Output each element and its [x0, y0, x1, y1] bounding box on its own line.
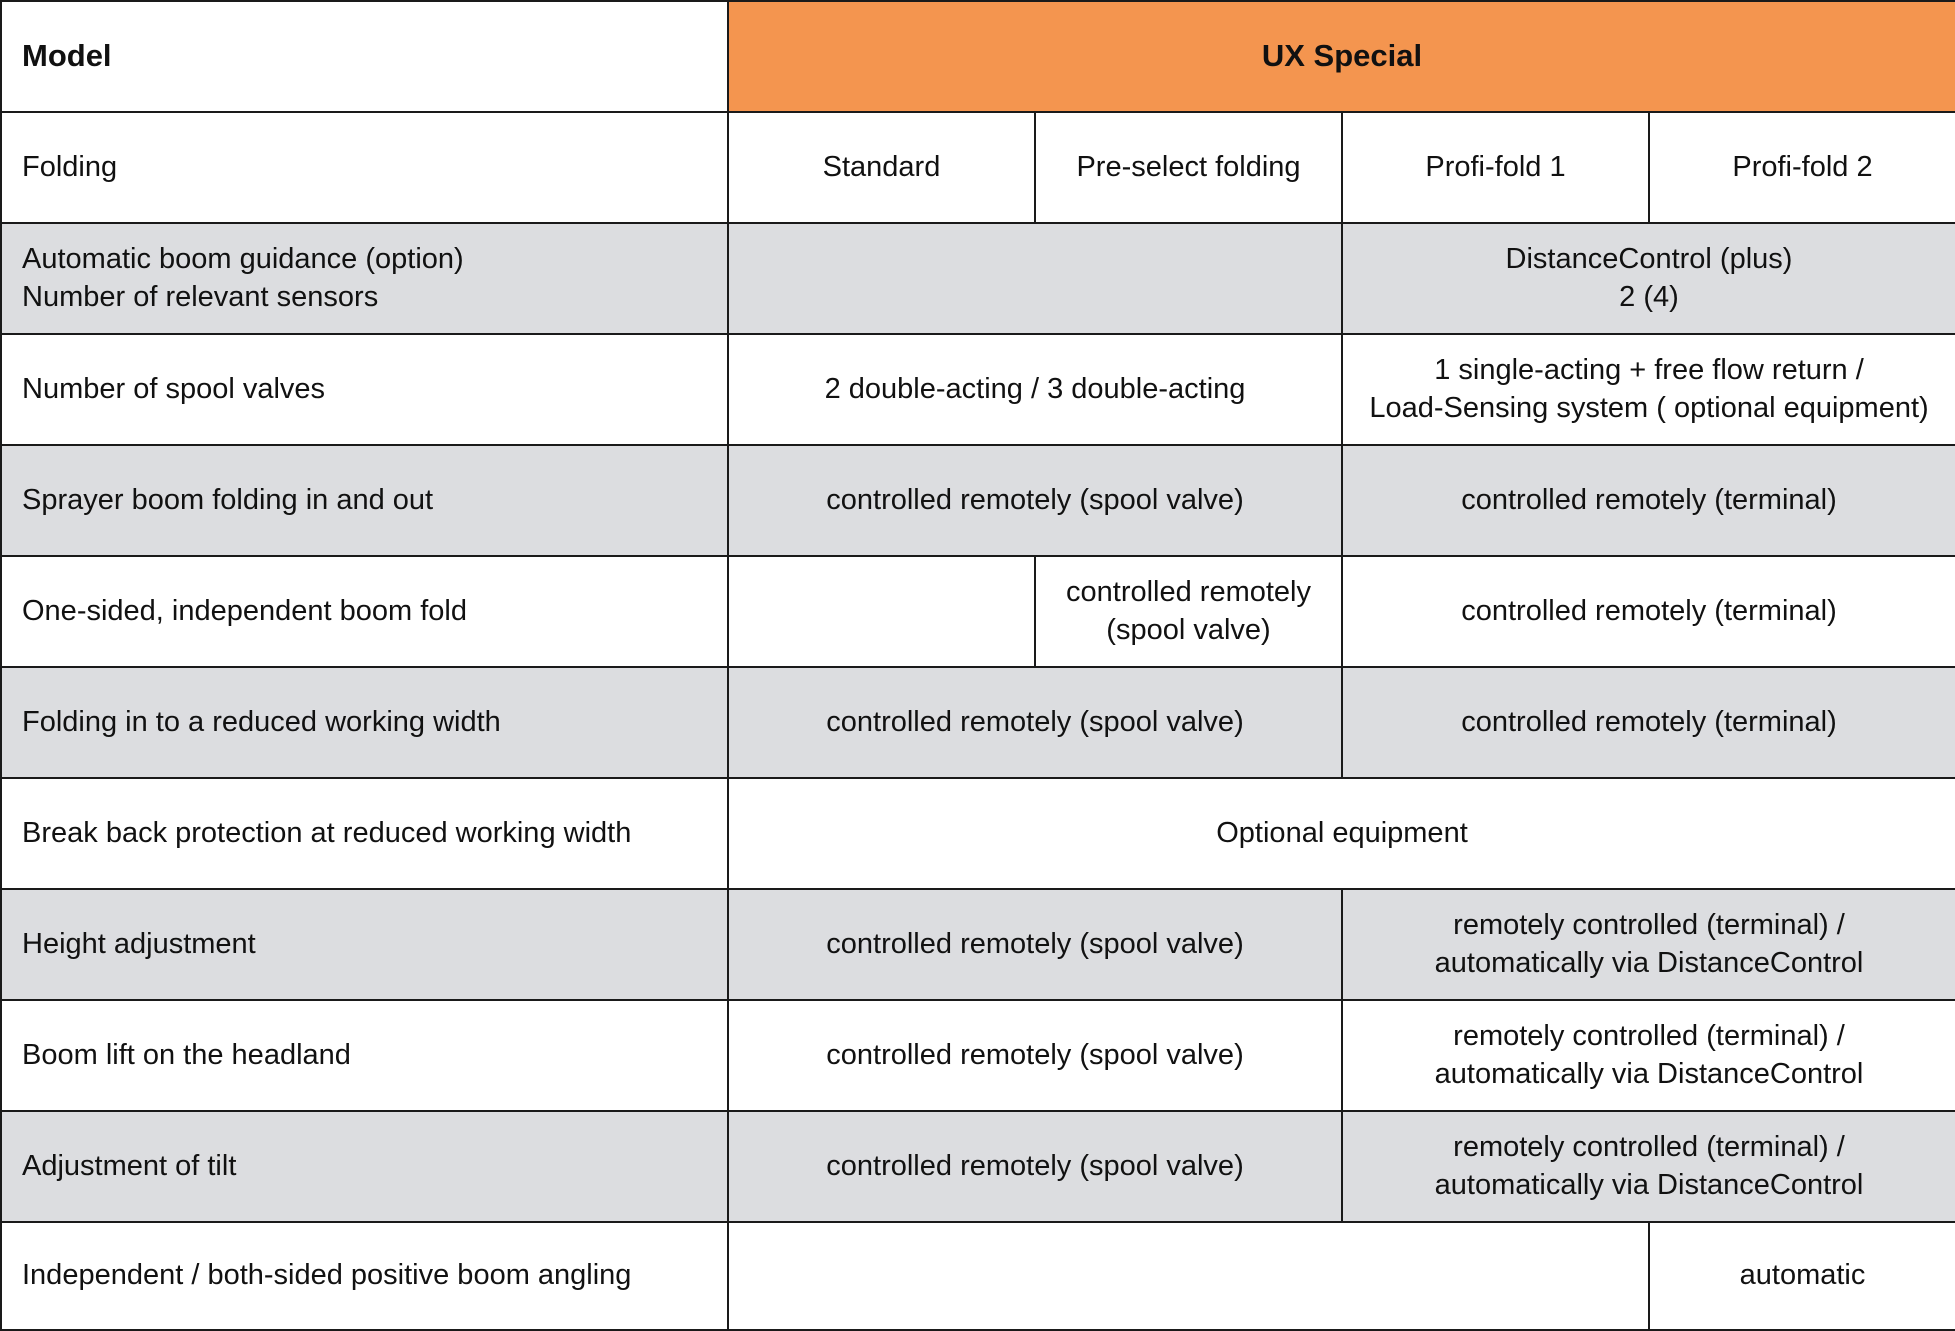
boom-guidance-label-line2: Number of relevant sensors	[22, 280, 379, 313]
boom-lift-row	[1, 1000, 1955, 1111]
angling-empty	[728, 1222, 1649, 1330]
height-adjustment-profi-line2: automatically via DistanceControl	[1434, 946, 1864, 979]
spool-valves-row	[1, 334, 1955, 445]
tilt-standard: controlled remotely (spool valve)	[728, 1111, 1342, 1222]
break-back-row	[1, 778, 1955, 889]
tilt-label: Adjustment of tilt	[1, 1111, 728, 1222]
product-name: UX Special	[728, 1, 1955, 112]
one-sided-fold-preselect-line1: controlled remotely	[1066, 575, 1311, 608]
reduced-width-standard: controlled remotely (spool valve)	[728, 667, 1342, 778]
folding-row	[1, 112, 1955, 223]
height-adjustment-profi	[1342, 889, 1955, 1000]
angling-label: Independent / both-sided positive boom angling	[1, 1222, 728, 1330]
angling-profi-fold-2: automatic	[1649, 1222, 1955, 1330]
reduced-width-profi: controlled remotely (terminal)	[1342, 667, 1955, 778]
tilt-row	[1, 1111, 1955, 1222]
folding-in-out-profi: controlled remotely (terminal)	[1342, 445, 1955, 556]
boom-guidance-label	[1, 223, 728, 334]
spool-valves-label: Number of spool valves	[1, 334, 728, 445]
boom-lift-label: Boom lift on the headland	[1, 1000, 728, 1111]
boom-guidance-row	[1, 223, 1955, 334]
spool-valves-profi-line1: 1 single-acting + free flow return /	[1434, 353, 1864, 386]
variant-profi-fold-1: Profi-fold 1	[1342, 112, 1649, 223]
one-sided-fold-row	[1, 556, 1955, 667]
boom-lift-profi-line2: automatically via DistanceControl	[1434, 1057, 1864, 1090]
folding-in-out-label: Sprayer boom folding in and out	[1, 445, 728, 556]
one-sided-fold-label: One-sided, independent boom fold	[1, 556, 728, 667]
spool-valves-profi-line2: Load-Sensing system ( optional equipment)	[1369, 391, 1929, 424]
height-adjustment-row	[1, 889, 1955, 1000]
tilt-profi-line2: automatically via DistanceControl	[1434, 1168, 1864, 1201]
boom-guidance-profi-line2: 2 (4)	[1619, 280, 1679, 313]
boom-lift-profi-line1: remotely controlled (terminal) /	[1453, 1019, 1845, 1052]
reduced-width-label: Folding in to a reduced working width	[1, 667, 728, 778]
height-adjustment-standard: controlled remotely (spool valve)	[728, 889, 1342, 1000]
one-sided-fold-preselect	[1035, 556, 1342, 667]
spool-valves-standard: 2 double-acting / 3 double-acting	[728, 334, 1342, 445]
boom-guidance-standard-empty	[728, 223, 1342, 334]
boom-lift-profi	[1342, 1000, 1955, 1111]
model-label: Model	[1, 1, 728, 112]
boom-guidance-profi	[1342, 223, 1955, 334]
variant-preselect: Pre-select folding	[1035, 112, 1342, 223]
header-row	[1, 1, 1955, 112]
boom-guidance-profi-line1: DistanceControl (plus)	[1505, 242, 1793, 275]
height-adjustment-label: Height adjustment	[1, 889, 728, 1000]
tilt-profi	[1342, 1111, 1955, 1222]
break-back-all: Optional equipment	[728, 778, 1955, 889]
angling-row	[1, 1222, 1955, 1330]
one-sided-fold-standard-empty	[728, 556, 1035, 667]
tilt-profi-line1: remotely controlled (terminal) /	[1453, 1130, 1845, 1163]
boom-guidance-label-line1: Automatic boom guidance (option)	[22, 242, 464, 275]
one-sided-fold-preselect-line2: (spool valve)	[1106, 613, 1271, 646]
folding-in-out-standard: controlled remotely (spool valve)	[728, 445, 1342, 556]
spool-valves-profi	[1342, 334, 1955, 445]
variant-profi-fold-2: Profi-fold 2	[1649, 112, 1955, 223]
break-back-label: Break back protection at reduced working width	[1, 778, 728, 889]
folding-label: Folding	[1, 112, 728, 223]
folding-in-out-row	[1, 445, 1955, 556]
reduced-width-row	[1, 667, 1955, 778]
boom-lift-standard: controlled remotely (spool valve)	[728, 1000, 1342, 1111]
variant-standard: Standard	[728, 112, 1035, 223]
one-sided-fold-profi: controlled remotely (terminal)	[1342, 556, 1955, 667]
height-adjustment-profi-line1: remotely controlled (terminal) /	[1453, 908, 1845, 941]
